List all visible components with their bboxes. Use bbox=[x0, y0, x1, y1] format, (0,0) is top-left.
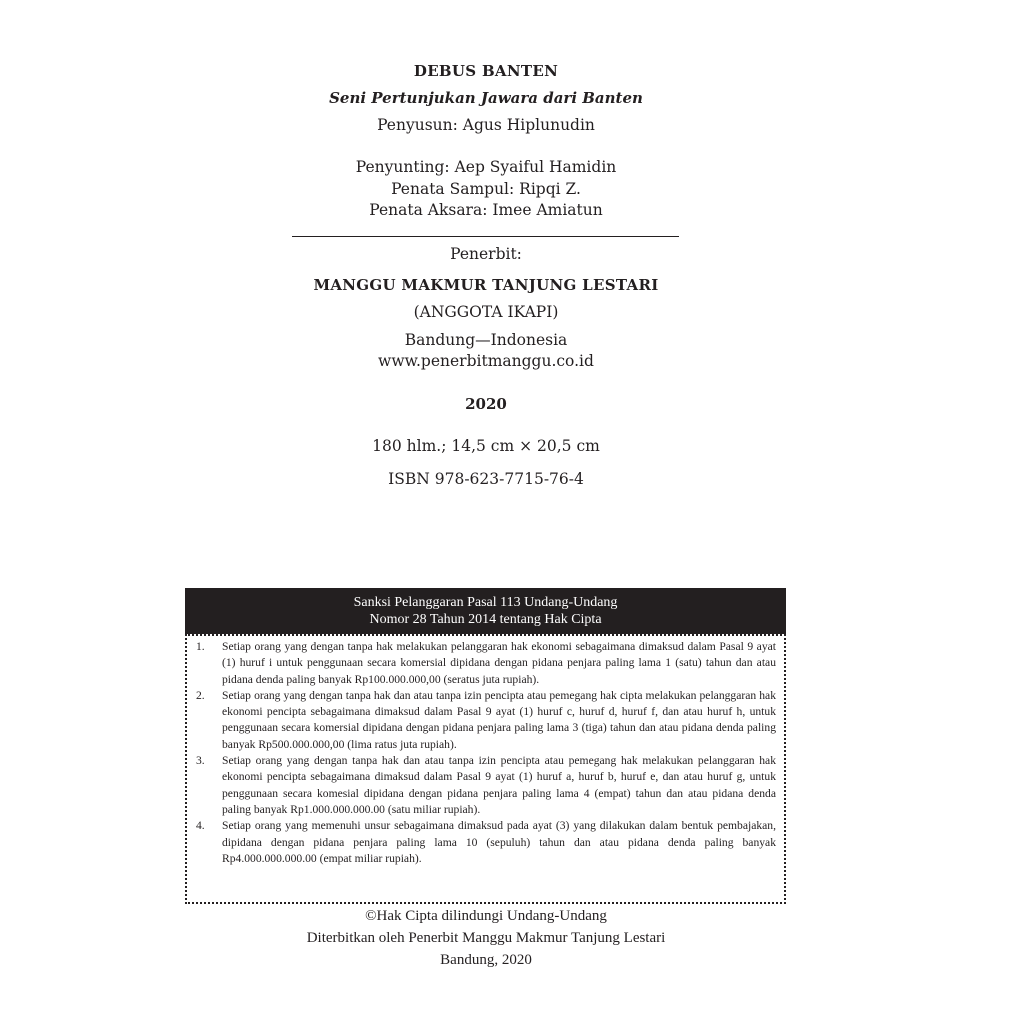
publisher-city: Bandung—Indonesia bbox=[404, 331, 568, 349]
penata-aksara-line: Penata Aksara: Imee Amiatun bbox=[369, 201, 603, 219]
book-subtitle: Seni Pertunjukan Jawara dari Banten bbox=[329, 89, 643, 107]
penyusun-line: Penyusun: Agus Hiplunudin bbox=[377, 116, 595, 134]
sanksi-body bbox=[185, 634, 786, 904]
isbn-number: ISBN 978-623-7715-76-4 bbox=[388, 470, 584, 488]
sanksi-item-4 bbox=[195, 818, 776, 867]
sanksi-item-text: Setiap orang yang memenuhi unsur sebagaimana dimaksud pada ayat (3) yang dilakukan dalam bentuk pembajakan, dipidana dengan pidana penjara paling lama 10 (sepuluh) tahun dan atau pidana denda paling banyak Rp4.000.000.000.00 (empat miliar rupiah). bbox=[222, 819, 776, 865]
sanksi-heading-line-2: Nomor 28 Tahun 2014 tentang Hak Cipta bbox=[369, 612, 602, 627]
publisher-name: MANGGU MAKMUR TANJUNG LESTARI bbox=[313, 276, 659, 294]
copyright-notice: ©Hak Cipta dilindungi Undang-Undang bbox=[365, 908, 607, 924]
sanksi-item-3 bbox=[195, 753, 776, 818]
sanksi-heading bbox=[185, 588, 786, 634]
sanksi-item-1 bbox=[195, 639, 776, 688]
sanksi-item-number: 2. bbox=[196, 688, 205, 702]
book-title: DEBUS BANTEN bbox=[413, 62, 559, 80]
penata-sampul-line: Penata Sampul: Ripqi Z. bbox=[391, 180, 581, 198]
ikapi-membership: (ANGGOTA IKAPI) bbox=[413, 303, 559, 321]
sanksi-box bbox=[185, 588, 786, 904]
sanksi-list bbox=[195, 639, 776, 867]
divider-rule bbox=[292, 236, 679, 237]
publisher-website: www.penerbitmanggu.co.id bbox=[378, 352, 594, 370]
penyunting-line: Penyunting: Aep Syaiful Hamidin bbox=[355, 158, 617, 176]
sanksi-item-number: 4. bbox=[196, 819, 205, 833]
published-by-line: Diterbitkan oleh Penerbit Manggu Makmur Tanjung Lestari bbox=[306, 930, 666, 946]
sanksi-item-2 bbox=[195, 688, 776, 753]
penerbit-label: Penerbit: bbox=[450, 245, 522, 263]
book-dimensions: 180 hlm.; 14,5 cm × 20,5 cm bbox=[372, 437, 600, 455]
sanksi-item-text: Setiap orang yang dengan tanpa hak dan atau tanpa izin pencipta atau pemegang hak cipta melakukan pelanggaran hak ekonomi pencipta sebagaimana dimaksud dalam Pasal 9 ayat (1) huruf c, huruf d, huruf f, dan atau huruf h, untuk penggunaan secara komersial dipidana dengan pidana penjara paling lama 3 (tiga) tahun dan atau pidana denda paling banyak Rp500.000.000,00 (lima ratus juta rupiah). bbox=[222, 688, 776, 751]
sanksi-item-number: 1. bbox=[196, 640, 205, 653]
sanksi-item-text: Setiap orang yang dengan tanpa hak melakukan pelanggaran hak ekonomi sebagaimana dimaksud dalam Pasal 9 ayat (1) huruf i untuk penggunaan secara komersial dipidana dengan pidana penjara paling lama 1 (satu) tahun dan atau pidana denda paling banyak Rp100.000.000,00 (seratus juta rupiah). bbox=[222, 640, 776, 686]
publication-year: 2020 bbox=[465, 395, 507, 413]
sanksi-item-text: Setiap orang yang dengan tanpa hak dan atau tanpa izin pencipta atau pemegang hak melakukan pelanggaran hak ekonomi pencipta sebagaimana dimaksud dalam Pasal 9 ayat (1) huruf a, huruf b, huruf e, dan atau huruf g, untuk penggunaan secara komesial dipidana dengan pidana penjara paling lama 4 (empat) tahun dan atau pidana denda paling banyak Rp1.000.000.000.00 (satu miliar rupiah). bbox=[222, 754, 776, 816]
place-year-line: Bandung, 2020 bbox=[440, 952, 532, 968]
sanksi-heading-line-1: Sanksi Pelanggaran Pasal 113 Undang-Undang bbox=[353, 595, 618, 610]
sanksi-item-number: 3. bbox=[196, 754, 205, 768]
